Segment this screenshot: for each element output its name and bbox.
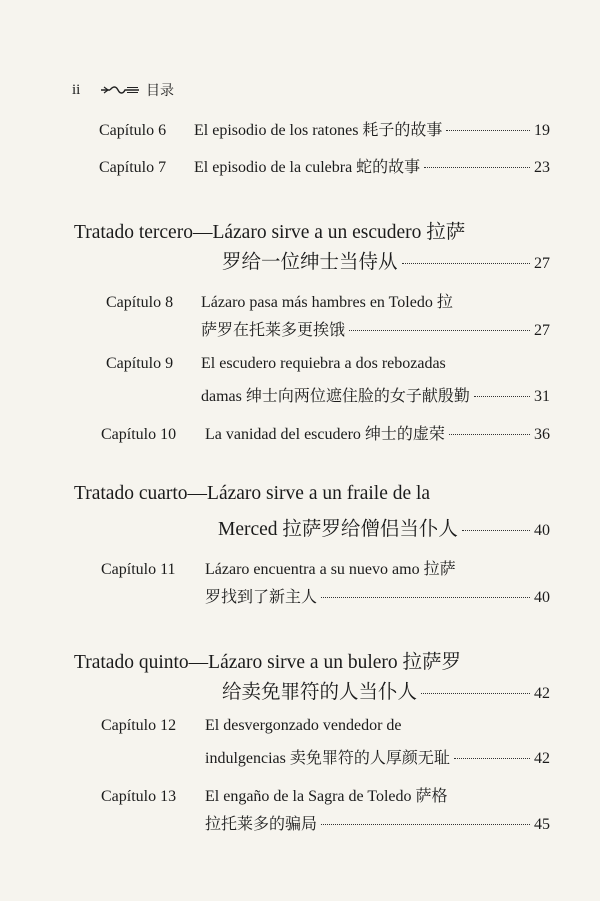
toc-entry: [101, 783, 448, 806]
leader-dots: [424, 167, 530, 168]
leader-dots: [454, 758, 530, 759]
chapter-title: Lázaro pasa más hambres en Toledo 拉: [201, 294, 453, 311]
toc-entry: [101, 717, 402, 735]
treatise-heading: [74, 646, 461, 674]
treatise-heading: [74, 483, 430, 505]
leader-dots: [462, 530, 530, 531]
leader-dots: [421, 693, 530, 694]
chapter-label: Capítulo 11: [101, 561, 176, 578]
page-ref: 40: [534, 589, 550, 606]
toc-entry: [99, 117, 550, 140]
running-header: [72, 80, 174, 100]
treatise-heading-cont: [222, 676, 550, 704]
page-ref: 36: [534, 426, 550, 443]
treatise-title: Tratado tercero—Lázaro sirve a un escudero 拉萨: [74, 222, 466, 243]
chapter-title: El escudero requiebra a dos rebozadas: [201, 355, 446, 372]
chapter-title-cont: damas 绅士向两位遮住脸的女子献殷勤: [201, 388, 470, 405]
page-ref: 19: [534, 122, 550, 139]
page-ref: 27: [534, 255, 550, 272]
treatise-heading-cont: [222, 246, 550, 274]
leader-dots: [321, 824, 530, 825]
chapter-title: El episodio de los ratones 耗子的故事: [194, 122, 443, 139]
chapter-label: Capítulo 13: [101, 788, 177, 805]
toc-entry-cont: [201, 383, 550, 406]
chapter-label: Capítulo 10: [101, 426, 177, 443]
treatise-heading: [74, 216, 465, 244]
treatise-title-cont: 给卖免罪符的人当仆人: [222, 682, 418, 703]
treatise-title: Tratado cuarto—Lázaro sirve a un fraile de la: [74, 483, 431, 504]
page-ref: 42: [534, 750, 550, 767]
chapter-title: El engaño de la Sagra de Toledo 萨格: [205, 788, 448, 805]
treatise-title: Tratado quinto—Lázaro sirve a un bulero 拉萨罗: [74, 652, 462, 673]
page-number: ii: [72, 81, 81, 98]
chapter-label: Capítulo 7: [99, 159, 167, 176]
leader-dots: [449, 434, 530, 435]
toc-entry: [99, 154, 550, 177]
treatise-title-cont: 罗给一位绅士当侍从: [222, 252, 398, 273]
leader-dots: [474, 396, 530, 397]
treatise-heading-cont: [218, 513, 550, 541]
page-ref: 23: [534, 159, 550, 176]
toc-entry-cont: [205, 745, 550, 768]
chapter-title: La vanidad del escudero 绅士的虚荣: [205, 426, 445, 443]
toc-entry: [101, 421, 550, 444]
header-title: 目录: [146, 84, 174, 99]
leader-dots: [349, 330, 530, 331]
chapter-title-cont: 罗找到了新主人: [205, 589, 318, 606]
page-ref: 40: [534, 522, 550, 539]
chapter-title: El episodio de la culebra 蛇的故事: [194, 159, 421, 176]
chapter-label: Capítulo 9: [106, 355, 174, 372]
leader-dots: [402, 263, 530, 264]
page-ref: 27: [534, 322, 550, 339]
page-ref: 42: [534, 685, 550, 702]
treatise-title-cont: Merced 拉萨罗给僧侣当仆人: [218, 519, 458, 540]
chapter-title: El desvergonzado vendedor de: [205, 717, 402, 734]
toc-entry: [106, 289, 453, 312]
chapter-label: Capítulo 12: [101, 717, 177, 734]
leader-dots: [321, 597, 530, 598]
chapter-title-cont: indulgencias 卖免罪符的人厚颜无耻: [205, 750, 450, 767]
chapter-title-cont: 拉托莱多的骗局: [205, 816, 318, 833]
toc-entry: [101, 556, 456, 579]
chapter-label: Capítulo 6: [99, 122, 167, 139]
toc-entry-cont: [205, 584, 550, 607]
chapter-title-cont: 萨罗在托莱多更挨饿: [201, 322, 346, 339]
toc-entry-cont: [205, 811, 550, 834]
ornament-icon: [100, 85, 140, 95]
page-ref: 31: [534, 388, 550, 405]
toc-entry: [106, 355, 446, 373]
chapter-label: Capítulo 8: [106, 294, 174, 311]
page-ref: 45: [534, 816, 550, 833]
leader-dots: [446, 130, 530, 131]
chapter-title: Lázaro encuentra a su nuevo amo 拉萨: [205, 561, 456, 578]
toc-entry-cont: [201, 317, 550, 340]
